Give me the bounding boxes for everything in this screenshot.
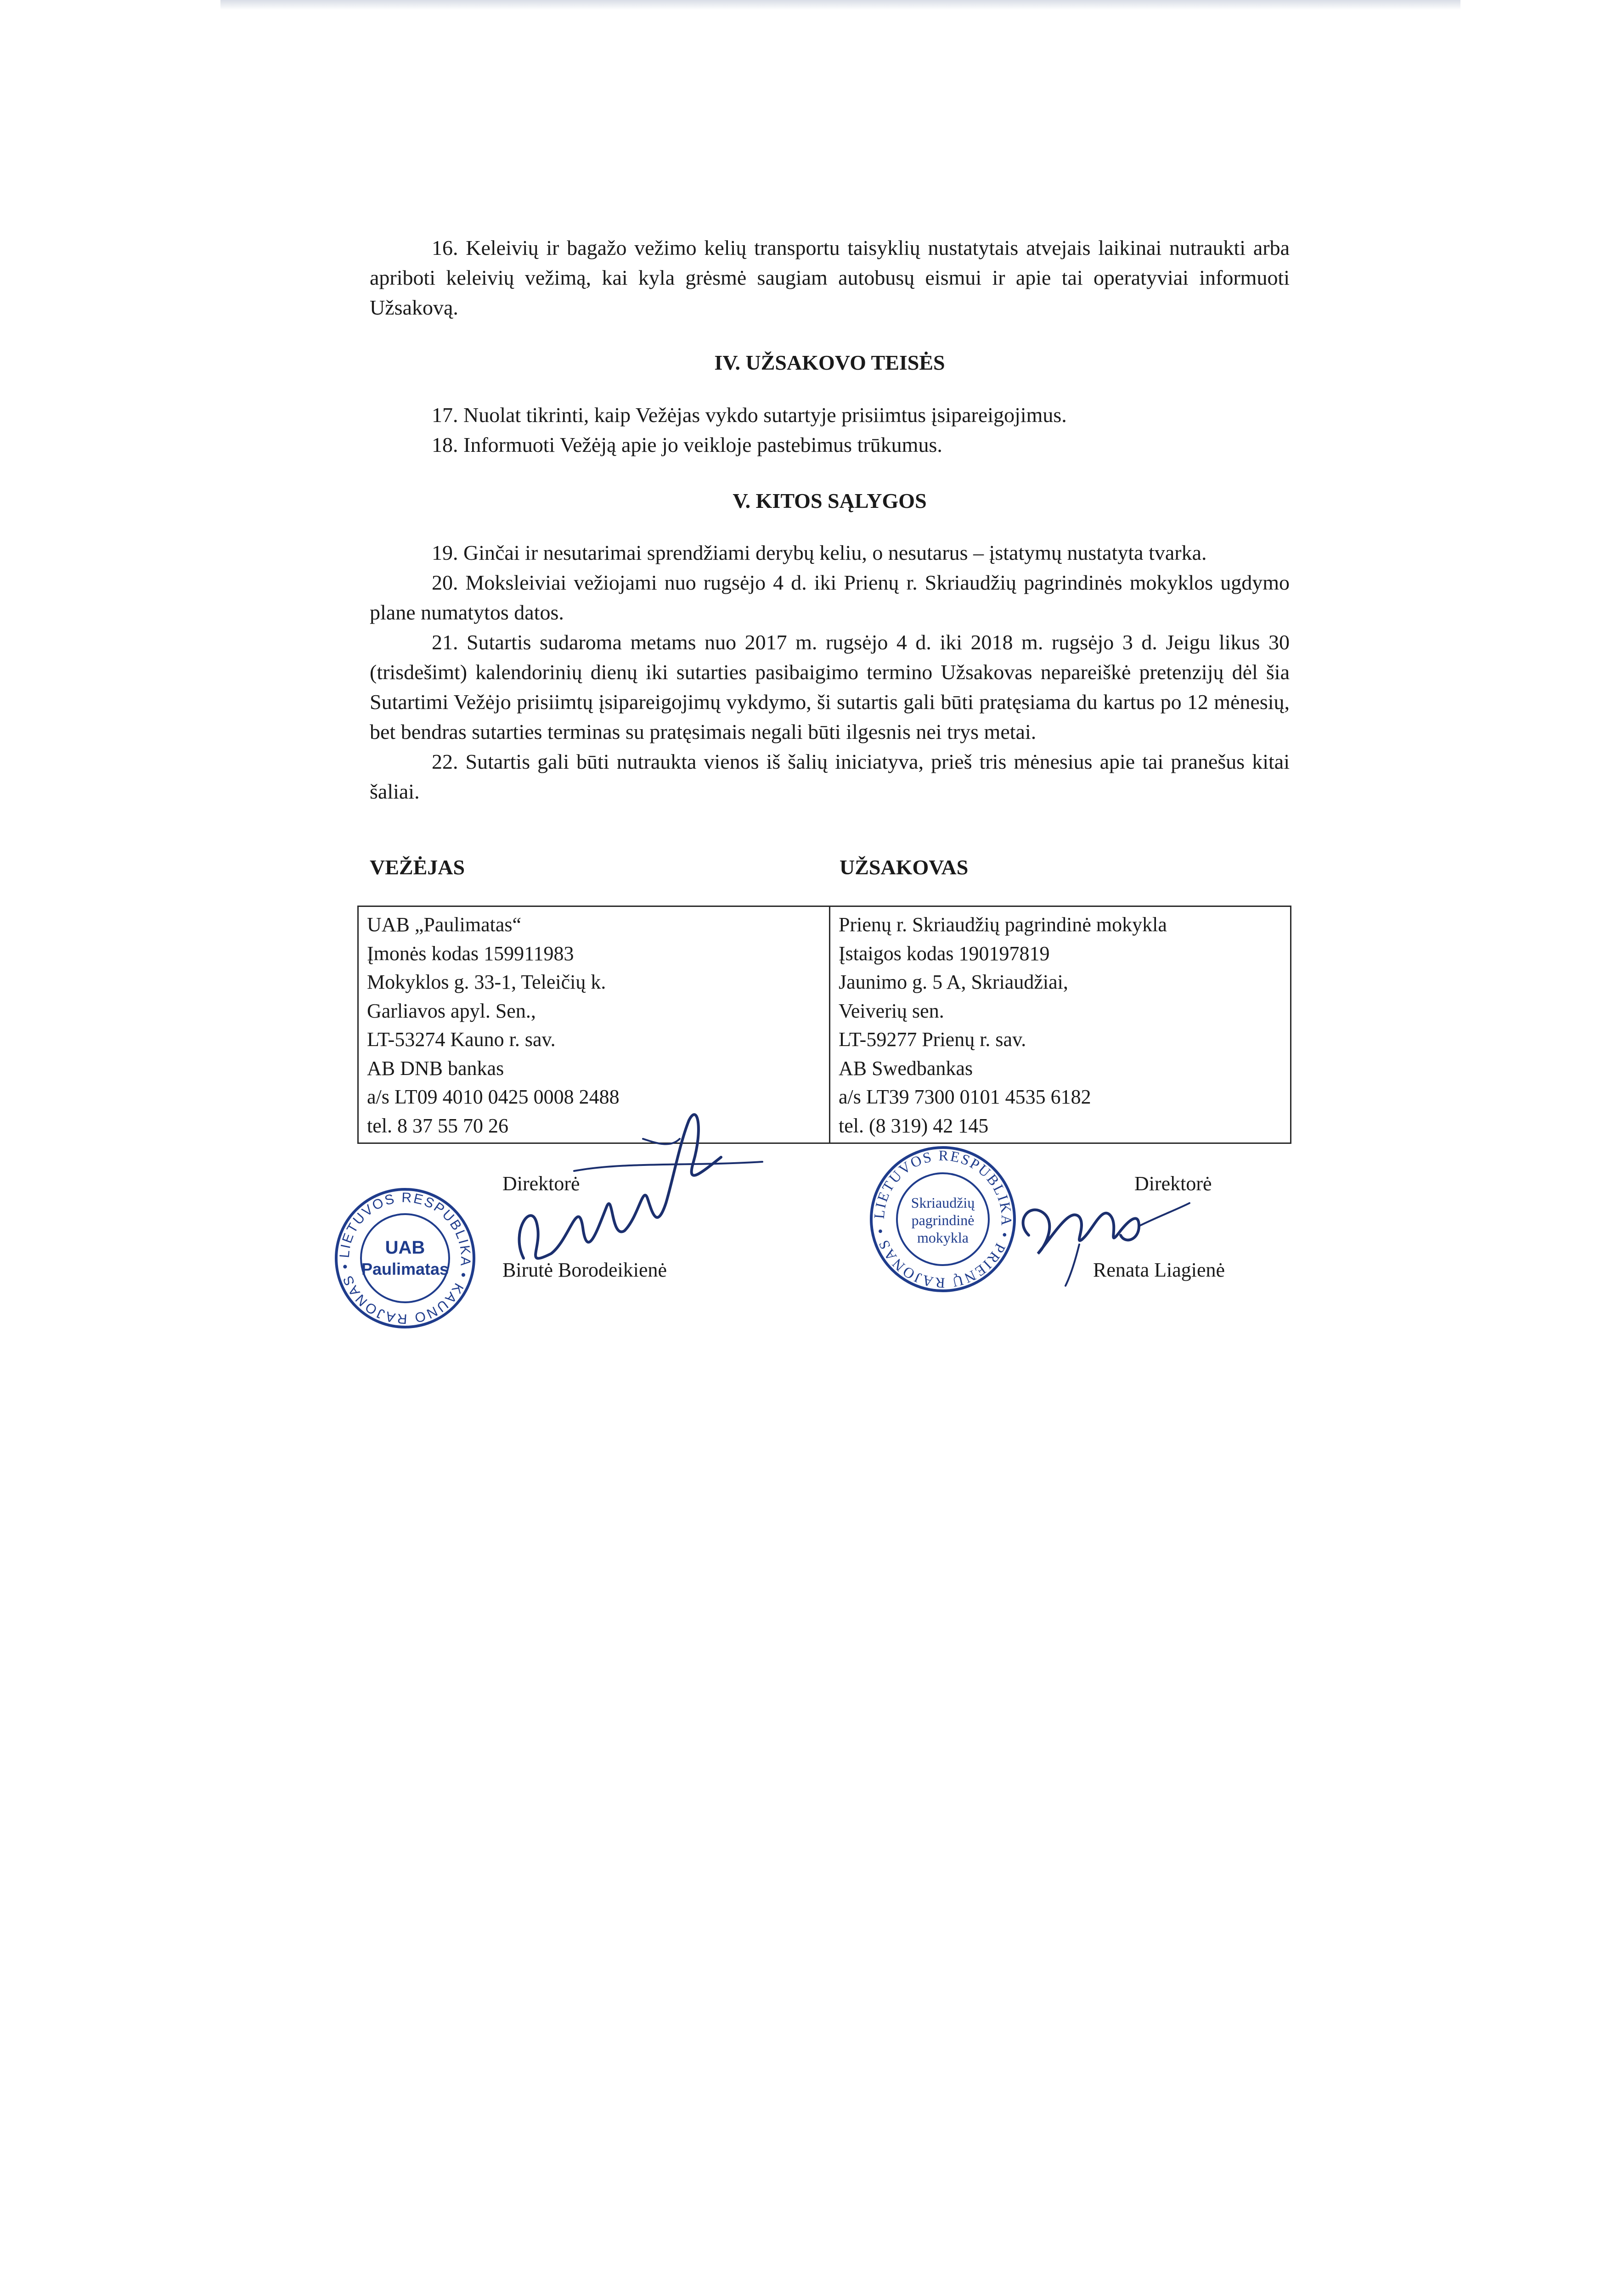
client-line: Veiverių sen. <box>839 999 944 1022</box>
carrier-signature <box>505 1093 781 1286</box>
carrier-line: Garliavos apyl. Sen., <box>367 999 536 1022</box>
client-details <box>830 907 1290 1142</box>
party-details-table <box>357 906 1291 1144</box>
carrier-line: Įmonės kodas 159911983 <box>367 942 574 965</box>
client-line: a/s LT39 7300 0101 4535 6182 <box>839 1086 1091 1108</box>
carrier-role: Direktorė <box>502 1172 580 1195</box>
client-stamp-line2: pagrindinė <box>911 1212 975 1228</box>
carrier-stamp <box>332 1185 479 1332</box>
paragraph-17: 17. Nuolat tikrinti, kaip Vežėjas vykdo sutartyje prisiimtus įsipareigojimus. <box>432 403 1067 427</box>
svg-text:LIETUVOS RESPUBLIKA • KAUNO RA <box>337 1190 473 1327</box>
carrier-line: AB DNB bankas <box>367 1057 504 1080</box>
carrier-line: a/s LT09 4010 0425 0008 2488 <box>367 1086 620 1108</box>
client-line: Jaunimo g. 5 A, Skriaudžiai, <box>839 971 1068 993</box>
client-line: Įstaigos kodas 190197819 <box>839 942 1050 965</box>
carrier-stamp-line1: UAB <box>385 1238 425 1258</box>
client-stamp-ring-text: LIETUVOS RESPUBLIKA • PRIENŲ RAJONAS • <box>870 1147 1015 1292</box>
client-role: Direktorė <box>1134 1172 1212 1195</box>
client-signature <box>1001 1176 1194 1290</box>
carrier-signatory: Birutė Borodeikienė <box>502 1259 667 1281</box>
carrier-line: UAB „Paulimatas“ <box>367 913 522 936</box>
paragraph-19: 19. Ginčai ir nesutarimai sprendžiami derybų keliu, o nesutarus – įstatymų nustatyta tvarka. <box>432 541 1207 564</box>
carrier-stamp-ring-text: LIETUVOS RESPUBLIKA • KAUNO RAJONAS • <box>337 1190 473 1327</box>
heading-section-iv: IV. UŽSAKOVO TEISĖS <box>714 351 945 374</box>
client-line: Prienų r. Skriaudžių pagrindinė mokykla <box>839 913 1167 936</box>
paragraph-16: 16. Keleivių ir bagažo vežimo kelių transportu taisyklių nustatytais atvejais laikinai nutraukti arba apriboti keleivių vežimą, kai kyla grėsmė saugiam autobusų eismui ir apie tai operatyviai informuoti Užsakovą. <box>370 236 1290 319</box>
client-stamp-line3: mokykla <box>917 1229 969 1246</box>
carrier-line: Mokyklos g. 33-1, Teleičių k. <box>367 971 606 993</box>
client-signatory: Renata Liagienė <box>1093 1259 1225 1281</box>
client-line: tel. (8 319) 42 145 <box>839 1114 989 1137</box>
client-label: UŽSAKOVAS <box>840 855 969 879</box>
client-stamp-line1: Skriaudžių <box>911 1194 975 1211</box>
client-stamp <box>867 1143 1019 1295</box>
paragraph-20: 20. Moksleiviai vežiojami nuo rugsėjo 4 d. iki Prienų r. Skriaudžių pagrindinės mokyklos ugdymo plane numatytos datos. <box>370 571 1290 624</box>
carrier-line: LT-53274 Kauno r. sav. <box>367 1028 556 1051</box>
client-line: AB Swedbankas <box>839 1057 973 1080</box>
client-line: LT-59277 Prienų r. sav. <box>839 1028 1026 1051</box>
paragraph-18: 18. Informuoti Vežėją apie jo veikloje pastebimus trūkumus. <box>432 433 942 456</box>
carrier-line: tel. 8 37 55 70 26 <box>367 1114 508 1137</box>
paragraph-22: 22. Sutartis gali būti nutraukta vienos iš šalių iniciatyva, prieš tris mėnesius apie tai pranešus kitai šaliai. <box>370 750 1290 803</box>
heading-section-v: V. KITOS SĄLYGOS <box>733 489 927 512</box>
carrier-label: VEŽĖJAS <box>370 855 465 879</box>
paragraph-21: 21. Sutartis sudaroma metams nuo 2017 m. rugsėjo 4 d. iki 2018 m. rugsėjo 3 d. Jeigu likus 30 (trisdešimt) kalendorinių dienų iki sutarties pasibaigimo termino Užsakovas nepareiškė pretenzijų dėl šia Sutartimi Vežėjo prisiimtų įsipareigojimų vykdymo, ši sutartis gali būti pratęsiama du kartus po 12 mėnesių, bet bendras sutarties terminas su pratęsimais negali būti ilgesnis nei trys metai. <box>370 630 1290 743</box>
carrier-stamp-line2: Paulimatas <box>361 1260 449 1278</box>
